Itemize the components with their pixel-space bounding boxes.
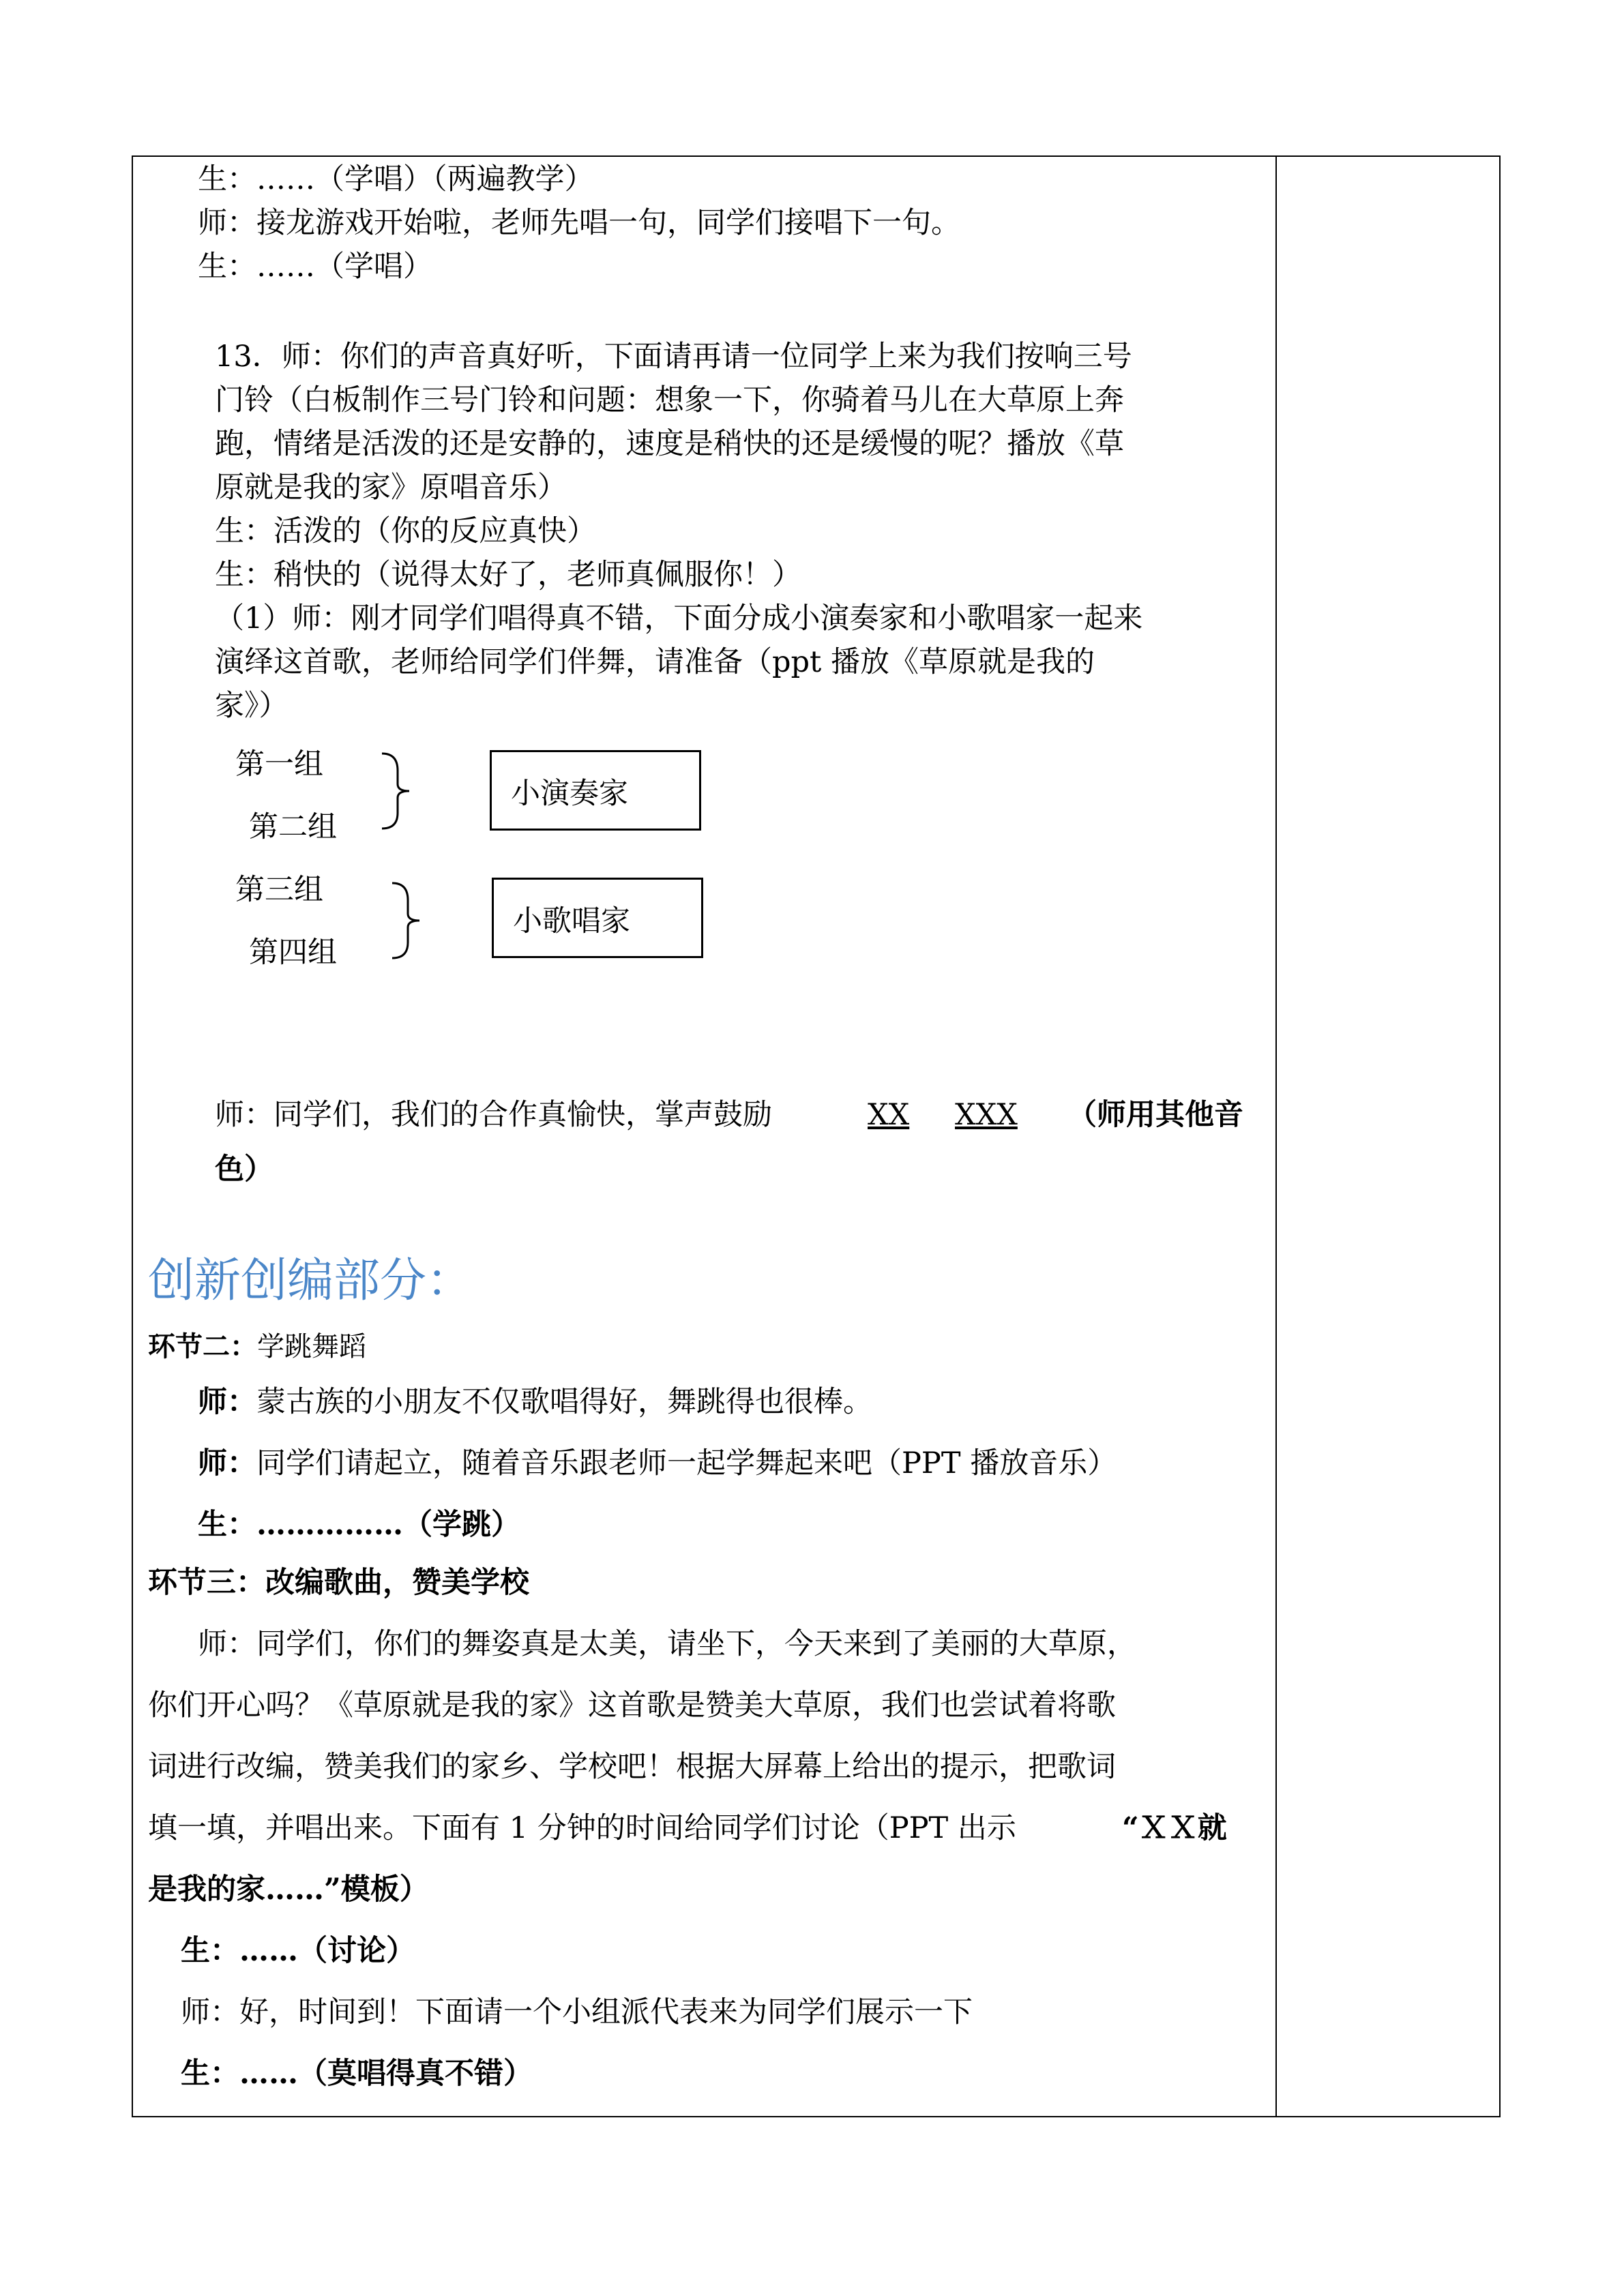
group-label: 第三组	[235, 873, 323, 907]
text-line: 生：活泼的（你的反应真快）	[215, 514, 596, 548]
text-line: 师：同学们，我们的合作真愉快，掌声鼓励	[215, 1098, 772, 1132]
rhythm-notation: XXX	[955, 1098, 1018, 1132]
group-label: 第四组	[249, 936, 337, 970]
text-line: 填一填，并唱出来。下面有 1 分钟的时间给同学们讨论（PPT 出示	[148, 1811, 1016, 1845]
text-line: 演绎这首歌，老师给同学们伴舞，请准备（ppt 播放《草原就是我的	[215, 645, 1095, 679]
text-line: 师：好，时间到！下面请一个小组派代表来为同学们展示一下	[181, 1995, 973, 2029]
text-line: 生：……（学唱）	[198, 250, 432, 284]
text-line: 生：稍快的（说得太好了，老师真佩服你！）	[215, 558, 801, 592]
group-label: 第一组	[235, 747, 323, 781]
text-line: （师用其他音	[1067, 1098, 1243, 1132]
group-label: 第二组	[249, 810, 337, 844]
rhythm-notation: XX	[868, 1098, 910, 1132]
text-line: 师：同学们，你们的舞姿真是太美，请坐下，今天来到了美丽的大草原，	[198, 1627, 1136, 1661]
text-line: 生：……（莫唱得真不错）	[181, 2057, 533, 2091]
text-line: 师：同学们请起立，随着音乐跟老师一起学舞起来吧（PPT 播放音乐）	[198, 1446, 1117, 1480]
role-box	[490, 750, 701, 831]
text-line: 13．师：你们的声音真好听，下面请再请一位同学上来为我们按响三号	[215, 340, 1132, 374]
text-line: 是我的家……”模板）	[148, 1873, 429, 1907]
text-line: 生：……………（学跳）	[198, 1508, 520, 1542]
text-line: 师：蒙古族的小朋友不仅歌唱得好，舞跳得也很棒。	[198, 1385, 872, 1419]
text-line: 家》）	[215, 689, 289, 723]
brace-icon	[379, 750, 413, 832]
text-line: 跑，情绪是活泼的还是安静的，速度是稍快的还是缓慢的呢？播放《草	[215, 427, 1124, 461]
role-label: 小演奏家	[511, 777, 628, 811]
text-line: 原就是我的家》原唱音乐）	[215, 471, 567, 505]
text-line: （1）师：刚才同学们唱得真不错，下面分成小演奏家和小歌唱家一起来	[215, 601, 1143, 636]
text-line: 生：……（讨论）	[181, 1934, 415, 1968]
section-heading: 创新创编部分：	[148, 1254, 473, 1308]
section-title: 环节二：学跳舞蹈	[148, 1330, 366, 1362]
brace-icon	[389, 880, 423, 961]
text-line: 词进行改编，赞美我们的家乡、学校吧！根据大屏幕上给出的提示，把歌词	[148, 1750, 1116, 1784]
text-line: “ＸＸ就	[1122, 1811, 1227, 1845]
text-line: 师：接龙游戏开始啦，老师先唱一句，同学们接唱下一句。	[198, 206, 960, 240]
role-box	[492, 878, 703, 958]
text-line: 生：……（学唱）（两遍教学）	[198, 162, 594, 196]
text-line: 门铃（白板制作三号门铃和问题：想象一下，你骑着马儿在大草原上奔	[215, 383, 1124, 417]
text-line: 你们开心吗？《草原就是我的家》这首歌是赞美大草原，我们也尝试着将歌	[148, 1688, 1116, 1723]
table-column-divider	[1275, 155, 1277, 2117]
role-label: 小歌唱家	[513, 904, 630, 938]
section-title: 环节三：改编歌曲，赞美学校	[148, 1566, 529, 1600]
text-line: 色）	[215, 1152, 274, 1187]
